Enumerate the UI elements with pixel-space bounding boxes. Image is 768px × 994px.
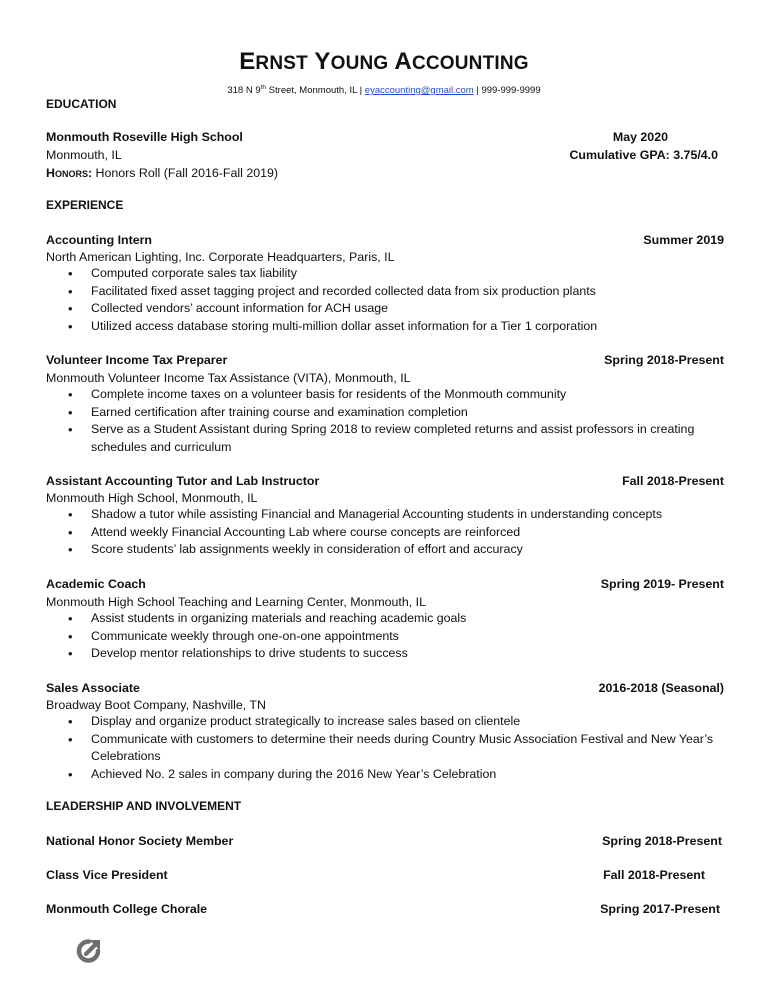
bullet-item: • Communicate weekly through one-on-one appointments xyxy=(46,628,736,646)
job-date: Spring 2018-Present xyxy=(604,353,724,367)
gpa: Cumulative GPA: 3.75/4.0 xyxy=(569,148,718,162)
bullet-item: • Communicate with customers to determine their needs during Country Music Association Festival and New Year’s Celebrations xyxy=(46,731,736,766)
bullet-item: • Facilitated fixed asset tagging project and recorded collected data from six production plants xyxy=(46,283,736,301)
job-title: Assistant Accounting Tutor and Lab Instructor xyxy=(46,474,320,488)
address-sup: th xyxy=(260,84,267,91)
leadership-row xyxy=(46,866,724,884)
job-org: Monmouth High School Teaching and Learning Center, Monmouth, IL xyxy=(46,595,426,609)
job-bullets xyxy=(46,506,736,559)
leadership-title: Class Vice President xyxy=(46,868,168,882)
education-heading: EDUCATION xyxy=(46,97,117,111)
job-header xyxy=(46,575,724,593)
job-header xyxy=(46,679,724,697)
bullet-item: • Attend weekly Financial Accounting Lab where course concepts are reinforced xyxy=(46,524,736,542)
job-date: 2016-2018 (Seasonal) xyxy=(598,681,724,695)
job-date: Fall 2018-Present xyxy=(622,474,724,488)
leadership-date: Fall 2018-Present xyxy=(603,868,705,882)
bullet-item: • Assist students in organizing materials and reaching academic goals xyxy=(46,610,736,628)
phone: | 999-999-9999 xyxy=(473,85,541,97)
honors-text: Honors Roll (Fall 2016-Fall 2019) xyxy=(92,166,279,180)
contact-line xyxy=(0,84,768,96)
job-title: Accounting Intern xyxy=(46,233,153,247)
graduation-date: May 2020 xyxy=(612,130,668,144)
job-date: Spring 2019- Present xyxy=(600,577,724,591)
job-org: Broadway Boot Company, Nashville, TN xyxy=(46,698,266,712)
name-rest: CCOUNTING xyxy=(411,53,529,74)
bullet-item: • Collected vendors’ account information for ACH usage xyxy=(46,300,736,318)
leadership-date: Spring 2017-Present xyxy=(600,902,720,916)
job-bullets xyxy=(46,610,736,663)
job-title: Volunteer Income Tax Preparer xyxy=(46,353,228,367)
leadership-heading: LEADERSHIP AND INVOLVEMENT xyxy=(46,799,242,813)
job-title: Academic Coach xyxy=(46,577,146,591)
bullet-item: • Computed corporate sales tax liability xyxy=(46,265,736,283)
leadership-row xyxy=(46,832,724,850)
bullet-item: • Utilized access database storing multi-million dollar asset information for a Tier 1 corporation xyxy=(46,318,736,336)
name-cap: E xyxy=(239,48,256,75)
job-header xyxy=(46,472,724,490)
name-rest: OUNG xyxy=(330,53,389,74)
job-org: North American Lighting, Inc. Corporate Headquarters, Paris, IL xyxy=(46,250,395,264)
bullet-item: • Score students’ lab assignments weekly in consideration of effort and accuracy xyxy=(46,541,736,559)
resume-name xyxy=(0,48,768,76)
name-rest: RNST xyxy=(255,53,308,74)
honors-line xyxy=(46,164,278,182)
school-name: Monmouth Roseville High School xyxy=(46,130,243,144)
job-header xyxy=(46,351,724,369)
job-bullets xyxy=(46,386,736,456)
leadership-row xyxy=(46,900,724,918)
job-bullets xyxy=(46,265,736,335)
name-cap: Y xyxy=(314,48,331,75)
bullet-item: • Serve as a Student Assistant during Spring 2018 to review completed returns and assist professors in creating schedules and curriculum xyxy=(46,421,736,456)
bullet-item: • Develop mentor relationships to drive students to success xyxy=(46,645,736,663)
address-prefix: 318 N 9 xyxy=(227,85,261,97)
school-location: Monmouth, IL xyxy=(46,148,122,162)
bullet-item: • Display and organize product strategically to increase sales based on clientele xyxy=(46,713,736,731)
job-header xyxy=(46,231,724,249)
bullet-item: • Complete income taxes on a volunteer basis for residents of the Monmouth community xyxy=(46,386,736,404)
arrow-circle-logo-icon xyxy=(74,936,104,966)
address-suffix: Street, Monmouth, IL | xyxy=(266,85,365,97)
leadership-title: National Honor Society Member xyxy=(46,834,234,848)
name-cap: A xyxy=(394,48,412,75)
education-location-row xyxy=(46,146,724,164)
leadership-date: Spring 2018-Present xyxy=(602,834,722,848)
job-date: Summer 2019 xyxy=(643,233,724,247)
email-link[interactable]: eyaccounting@gmail.com xyxy=(364,85,474,97)
education-school-row xyxy=(46,128,724,146)
leadership-title: Monmouth College Chorale xyxy=(46,902,208,916)
bullet-item: • Earned certification after training course and examination completion xyxy=(46,404,736,422)
experience-heading: EXPERIENCE xyxy=(46,198,124,212)
honors-label: Honors: xyxy=(46,166,93,180)
bullet-item: • Achieved No. 2 sales in company during the 2016 New Year’s Celebration xyxy=(46,766,736,784)
job-bullets xyxy=(46,713,736,783)
job-org: Monmouth Volunteer Income Tax Assistance (VITA), Monmouth, IL xyxy=(46,371,411,385)
job-title: Sales Associate xyxy=(46,681,140,695)
bullet-item: • Shadow a tutor while assisting Financial and Managerial Accounting students in understanding concepts xyxy=(46,506,736,524)
job-org: Monmouth High School, Monmouth, IL xyxy=(46,491,258,505)
